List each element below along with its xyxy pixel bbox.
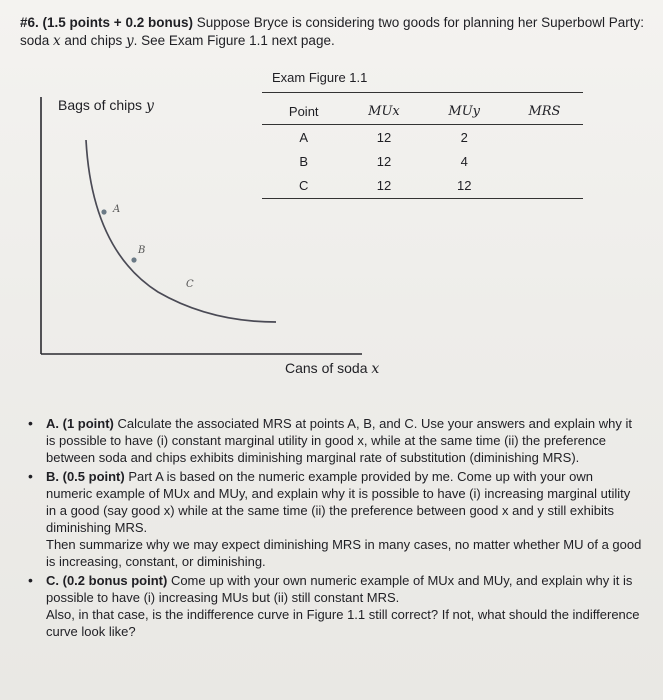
header-mux-text: MUx xyxy=(368,104,400,119)
table-row xyxy=(262,149,583,173)
bullet-icon: • xyxy=(28,572,33,588)
y-axis-label-text: Bags of chips xyxy=(58,97,146,113)
y-axis-label-var: y xyxy=(145,98,154,114)
header-text-1: Suppose Bryce is considering two goods for planning her Superbowl Party: soda xyxy=(20,15,644,48)
bullet-icon: • xyxy=(28,468,33,484)
var-x: x xyxy=(53,33,61,49)
cell-muy: 2 xyxy=(460,129,468,145)
question-a xyxy=(22,415,642,466)
cell-mrs xyxy=(506,125,583,150)
marginal-utility-table xyxy=(262,92,583,199)
question-list xyxy=(22,415,642,642)
marginal-utility-table-wrap xyxy=(262,92,583,199)
figure-title: Exam Figure 1.1 xyxy=(272,70,368,85)
header-text-3: . See Exam Figure 1.1 next page. xyxy=(133,33,335,48)
point-b-marker xyxy=(131,257,136,262)
question-b-text: Part A is based on the numeric example provided by me. Come up with your own numeric example of MUx and MUy, and explain why it is possible to have (i) increasing marginal utility in a good (say good x) while at the same time (ii) the preference between good x and y still exhibits diminishing MRS. xyxy=(46,469,631,535)
header-mrs xyxy=(506,93,583,125)
x-axis-label-var: x xyxy=(371,361,380,377)
question-b-label: B. (0.5 point) xyxy=(46,469,125,484)
header-point: Point xyxy=(262,93,345,125)
header-muy xyxy=(422,93,505,125)
indifference-curve xyxy=(86,140,276,322)
cell-point: C xyxy=(262,173,345,199)
header-mux xyxy=(345,93,422,125)
cell-mux: 12 xyxy=(376,129,392,145)
cell-point: B xyxy=(299,153,309,169)
cell-point: A xyxy=(299,129,309,145)
cell-mrs xyxy=(506,149,583,173)
table-row xyxy=(262,173,583,199)
table-row xyxy=(262,125,583,150)
point-b-label: B xyxy=(138,245,146,256)
var-y: y xyxy=(125,33,134,49)
question-c xyxy=(22,572,642,640)
point-c-label: C xyxy=(186,279,194,290)
question-c-label: C. (0.2 bonus point) xyxy=(46,573,168,588)
bullet-icon: • xyxy=(28,415,33,431)
question-c-text-2: Also, in that case, is the indifference curve in Figure 1.1 still correct? If not, what should the indifference curve look like? xyxy=(46,607,640,639)
header-muy-text: MUy xyxy=(448,104,481,119)
question-a-label: A. (1 point) xyxy=(46,416,114,431)
question-number: #6. xyxy=(20,15,39,30)
cell-mux: 12 xyxy=(376,153,392,169)
question-b-text-2: Then summarize why we may expect diminishing MRS in many cases, no matter whether MU of a good is increasing, constant, or diminishing. xyxy=(46,537,642,569)
question-a-text: Calculate the associated MRS at points A, B, and C. Use your answers and explain why it is possible to have (i) constant marginal utility in good x, while at the same time (ii) the preference between soda and chips exhibits diminishing marginal rate of substitution (diminishing MRS). xyxy=(46,416,632,465)
table-header-row xyxy=(262,93,583,125)
question-c-text: Come up with your own numeric example of MUx and MUy, and explain why it is possible to have (i) increasing MUs but (ii) still constant MRS. xyxy=(46,573,633,605)
cell-mrs xyxy=(506,173,583,199)
cell-muy: 4 xyxy=(460,153,468,169)
x-axis-label-text: Cans of soda xyxy=(285,360,372,376)
point-a-marker xyxy=(101,209,106,214)
y-axis-label xyxy=(58,97,154,114)
cell-mux: 12 xyxy=(345,173,422,199)
cell-muy: 12 xyxy=(422,173,505,199)
question-b xyxy=(22,468,642,570)
question-points: (1.5 points + 0.2 bonus) xyxy=(42,15,193,30)
header-text-2: and chips xyxy=(60,33,126,48)
header-mrs-text: MRS xyxy=(528,104,561,119)
x-axis-label xyxy=(285,360,379,377)
point-a-label: A xyxy=(113,204,121,215)
